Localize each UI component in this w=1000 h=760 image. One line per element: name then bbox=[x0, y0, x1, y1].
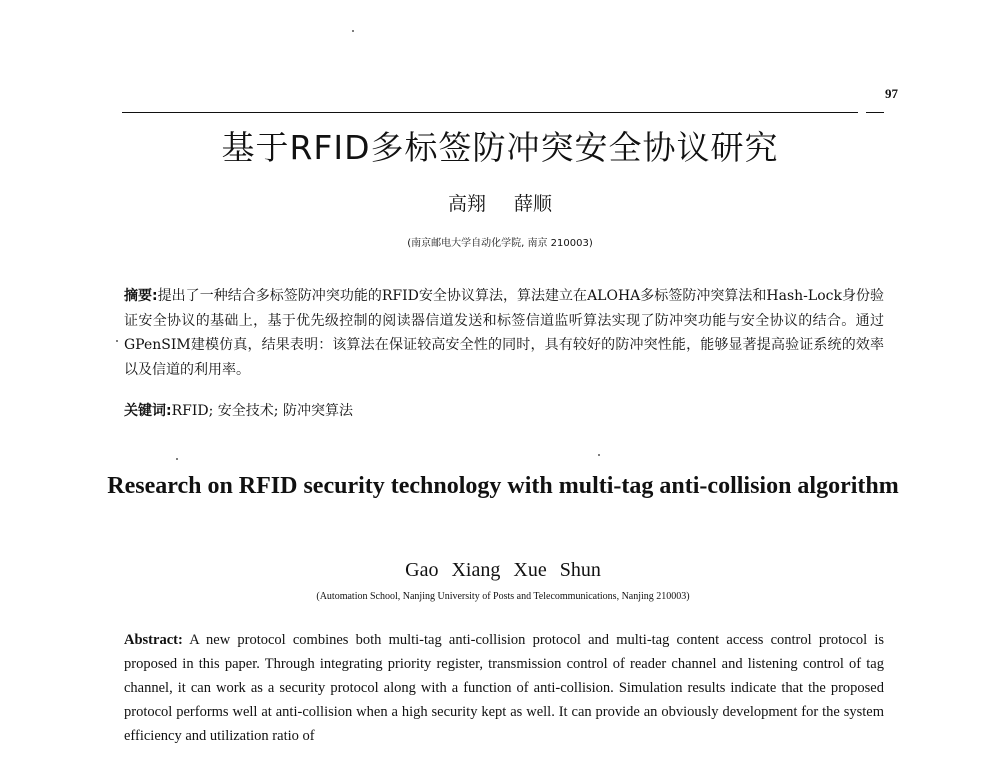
english-affiliation: (Automation School, Nanjing University of Posts and Telecommunications, Nanjing 210003) bbox=[316, 591, 690, 602]
chinese-keywords-label: 关键词: bbox=[124, 403, 172, 419]
chinese-affiliation: (南京邮电大学自动化学院, 南京 210003) bbox=[407, 238, 593, 249]
page-number: 97 bbox=[885, 86, 898, 101]
chinese-title: 基于RFID多标签防冲突安全协议研究 bbox=[221, 128, 779, 167]
english-abstract-label: Abstract: bbox=[124, 632, 183, 648]
english-title: Research on RFID security technology with multi-tag anti-collision algorithm bbox=[107, 473, 899, 499]
header-rule-tail bbox=[866, 112, 884, 113]
scan-speck bbox=[176, 458, 178, 460]
english-abstract bbox=[124, 628, 884, 748]
scan-speck bbox=[352, 30, 354, 32]
header-rule bbox=[122, 112, 858, 113]
english-abstract-text: A new protocol combines both multi-tag anti-collision protocol and multi-tag content access control protocol is proposed in this paper. Through integrating priority register, transmission control of reader channel and listening control of tag channel, it can work as a security protocol along with a function of anti-collision. Simulation results indicate that the proposed protocol performs well at anti-collision when a high security kept as well. It can provide an obviously development for the system efficiency and utilization ratio of bbox=[124, 632, 885, 744]
chinese-abstract-text: 提出了一种结合多标签防冲突功能的RFID安全协议算法，算法建立在ALOHA多标签防冲突算法和Hash-Lock身份验证安全协议的基础上，基于优先级控制的阅读器信道发送和标签信道监听算法实现了防冲突功能与安全协议的结合。通过GPenSIM建模仿真，结果表明：该算法在保证较高安全性的同时，具有较好的防冲突性能，能够显著提高验证系统的效率以及信道的利用率。 bbox=[124, 288, 885, 378]
chinese-keywords bbox=[124, 400, 884, 420]
scan-speck bbox=[598, 454, 600, 456]
scan-speck bbox=[116, 340, 118, 342]
chinese-abstract bbox=[124, 284, 884, 382]
chinese-authors: 高翔 薛顺 bbox=[447, 193, 553, 215]
english-authors: Gao Xiang Xue Shun bbox=[405, 559, 601, 581]
chinese-keywords-text: RFID; 安全技术; 防冲突算法 bbox=[171, 403, 353, 419]
chinese-abstract-label: 摘要: bbox=[124, 288, 158, 304]
